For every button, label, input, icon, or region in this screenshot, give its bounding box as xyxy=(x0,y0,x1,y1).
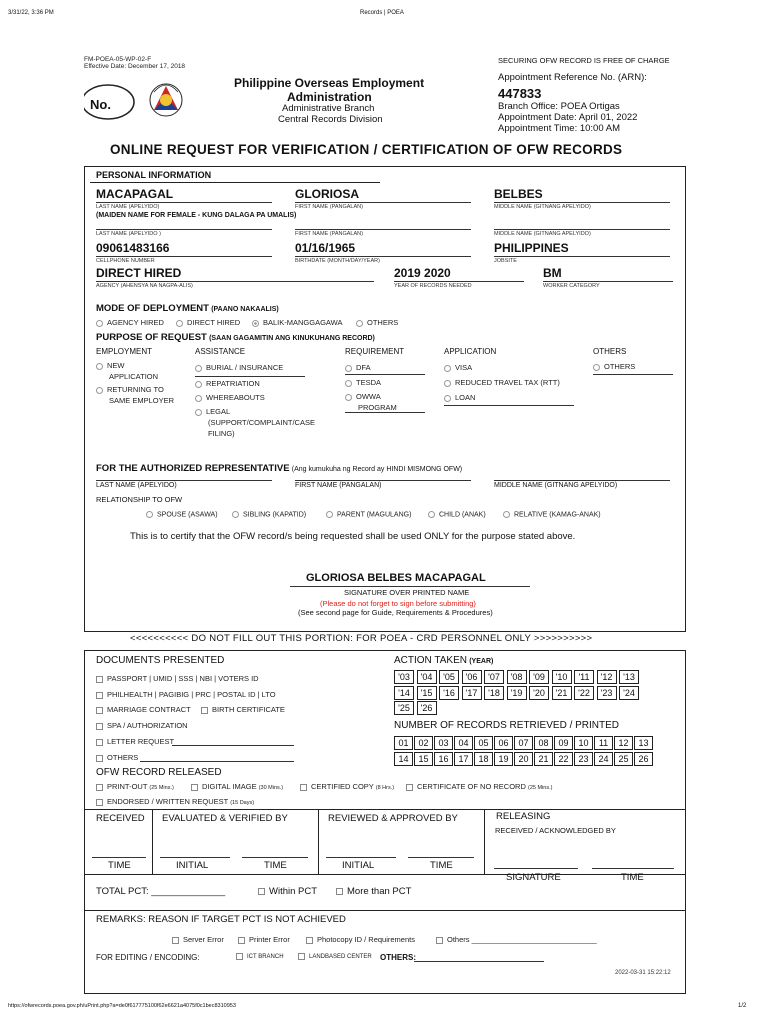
action-year-13[interactable]: '13 xyxy=(619,670,639,684)
deployment-others[interactable]: OTHERS xyxy=(356,318,398,327)
action-year-10[interactable]: '10 xyxy=(552,670,572,684)
records-count-15[interactable]: 15 xyxy=(414,752,433,766)
requirement-label: REQUIREMENT xyxy=(345,347,405,356)
branch-office: Branch Office: POEA Ortigas xyxy=(498,101,620,112)
jobsite-caption: JOBSITE xyxy=(494,258,517,264)
maiden-name-note: (MAIDEN NAME FOR FEMALE - KUNG DALAGA PA UMALIS) xyxy=(96,212,297,219)
remark-printer-error[interactable]: Printer Error xyxy=(238,935,290,944)
deployment-balik-manggagawa[interactable]: BALIK-MANGGAGAWA xyxy=(252,318,342,327)
rep-relationship-label: RELATIONSHIP TO OFW xyxy=(96,495,183,504)
appointment-date: Appointment Date: April 01, 2022 xyxy=(498,112,638,123)
records-count-05[interactable]: 05 xyxy=(474,736,493,750)
maiden-middle-caption: MIDDLE NAME (GITNANG APELYIDO) xyxy=(494,231,591,237)
form-code: FM-POEA-05-WP-02-F xyxy=(84,56,152,63)
assistance-label: ASSISTANCE xyxy=(195,347,246,356)
release-digital[interactable]: DIGITAL IMAGE (30 Mins.) xyxy=(191,782,283,791)
purpose-owwa-line2: PROGRAM xyxy=(358,403,397,412)
first-name-value: GLORIOSA xyxy=(295,187,360,201)
editing-landbased[interactable]: LANDBASED CENTER xyxy=(298,953,372,960)
action-year-14[interactable]: '14 xyxy=(394,686,414,700)
first-name-caption: FIRST NAME (PANGALAN) xyxy=(295,204,363,210)
reviewed-time: TIME xyxy=(430,860,453,871)
print-datetime: 3/31/22, 3:36 PM xyxy=(8,10,54,16)
purpose-rtt[interactable]: REDUCED TRAVEL TAX (RTT) xyxy=(444,378,560,387)
purpose-tesda[interactable]: TESDA xyxy=(345,378,381,387)
form-effective-date: Effective Date: December 17, 2018 xyxy=(84,63,186,70)
action-year-23[interactable]: '23 xyxy=(597,686,617,700)
remarks-heading: REMARKS: REASON IF TARGET PCT IS NOT ACHIEVED xyxy=(96,914,346,925)
within-pct[interactable]: Within PCT xyxy=(258,886,317,897)
worker-category-value: BM xyxy=(543,266,562,280)
years-value: 2019 2020 xyxy=(394,266,451,280)
signature-guide: (See second page for Guide, Requirements & Procedures) xyxy=(298,608,493,617)
editing-others: OTHERS: xyxy=(380,953,416,962)
staff-only-divider: <<<<<<<<<< DO NOT FILL OUT THIS PORTION: FOR POEA - CRD PERSONNEL ONLY >>>>>>>>>> xyxy=(130,633,593,644)
rel-relative[interactable]: RELATIVE (KAMAG-ANAK) xyxy=(503,511,601,518)
records-count-04[interactable]: 04 xyxy=(454,736,473,750)
received-column: RECEIVED xyxy=(96,813,145,824)
free-of-charge-notice: SECURING OFW RECORD IS FREE OF CHARGE xyxy=(498,56,670,65)
releasing-time: TIME xyxy=(621,872,644,883)
purpose-legal-line2: (SUPPORT/COMPLAINT/CASE xyxy=(208,418,315,427)
last-name-caption: LAST NAME (APELYIDO) xyxy=(96,204,160,210)
doc-letter[interactable]: LETTER REQUEST xyxy=(96,737,174,746)
records-count-11[interactable]: 11 xyxy=(594,736,613,750)
print-page-title: Records | POEA xyxy=(360,10,404,16)
action-year-09[interactable]: '09 xyxy=(529,670,549,684)
form-title: ONLINE REQUEST FOR VERIFICATION / CERTIFICATION OF OFW RECORDS xyxy=(110,142,623,157)
deployment-heading: MODE OF DEPLOYMENT (PAANO NAKAALIS) xyxy=(96,303,279,314)
action-year-04[interactable]: '04 xyxy=(417,670,437,684)
records-count-23[interactable]: 23 xyxy=(574,752,593,766)
release-endorsed[interactable]: ENDORSED / WRITTEN REQUEST (15 Days) xyxy=(96,797,254,806)
remark-others[interactable]: Others ______________________________ xyxy=(436,935,597,944)
purpose-dfa[interactable]: DFA xyxy=(345,363,371,372)
action-year-20[interactable]: '20 xyxy=(529,686,549,700)
action-year-05[interactable]: '05 xyxy=(439,670,459,684)
action-year-18[interactable]: '18 xyxy=(484,686,504,700)
appointment-time: Appointment Time: 10:00 AM xyxy=(498,123,620,134)
records-count-24[interactable]: 24 xyxy=(594,752,613,766)
records-count-12[interactable]: 12 xyxy=(614,736,633,750)
jobsite-value: PHILIPPINES xyxy=(494,241,569,255)
more-than-pct[interactable]: More than PCT xyxy=(336,886,411,897)
action-year-25[interactable]: '25 xyxy=(394,701,414,715)
certification-statement: This is to certify that the OFW record/s being requested shall be used ONLY for the purpose stated above. xyxy=(130,531,576,542)
purpose-others[interactable]: OTHERS xyxy=(593,362,635,371)
birthdate-value: 01/16/1965 xyxy=(295,241,356,255)
purpose-loan[interactable]: LOAN xyxy=(444,393,475,402)
application-label: APPLICATION xyxy=(444,347,497,356)
records-count-17[interactable]: 17 xyxy=(454,752,473,766)
rep-first-caption: FIRST NAME (PANGALAN) xyxy=(295,482,382,489)
action-year-03[interactable]: '03 xyxy=(394,670,414,684)
arn-value: 447833 xyxy=(498,86,542,101)
others-label: OTHERS xyxy=(593,347,627,356)
agency-name-line1: Philippine Overseas Employment xyxy=(234,76,425,90)
rel-spouse[interactable]: SPOUSE (ASAWA) xyxy=(146,511,218,518)
doc-marriage[interactable]: MARRIAGE CONTRACT xyxy=(96,705,191,714)
deployment-direct-hired[interactable]: DIRECT HIRED xyxy=(176,318,240,327)
records-count-08[interactable]: 08 xyxy=(534,736,553,750)
action-year-12[interactable]: '12 xyxy=(597,670,617,684)
applicant-section xyxy=(84,166,686,632)
release-no-record[interactable]: CERTIFICATE OF NO RECORD (25 Mins.) xyxy=(406,782,552,791)
action-year-24[interactable]: '24 xyxy=(619,686,639,700)
received-time: TIME xyxy=(108,860,131,871)
agency-branch: Administrative Branch xyxy=(282,103,375,114)
agency-division: Central Records Division xyxy=(278,114,383,125)
records-count-09[interactable]: 09 xyxy=(554,736,573,750)
action-year-19[interactable]: '19 xyxy=(507,686,527,700)
received-ack-label: RECEIVED / ACKNOWLEDGED BY xyxy=(495,826,616,835)
agency-caption: AGENCY (AHENSYA NA NAGPA-ALIS) xyxy=(96,283,193,289)
form-number-label: No. xyxy=(90,97,111,112)
editing-ict[interactable]: ICT BRANCH xyxy=(236,953,284,960)
purpose-returning-line2: SAME EMPLOYER xyxy=(109,396,175,405)
records-count-19[interactable]: 19 xyxy=(494,752,513,766)
evaluated-time: TIME xyxy=(264,860,287,871)
action-heading: ACTION TAKEN (YEAR) xyxy=(394,655,494,666)
release-printout[interactable]: PRINT-OUT (25 Mins.) xyxy=(96,782,174,791)
arn-label: Appointment Reference No. (ARN): xyxy=(498,72,647,83)
doc-others[interactable]: OTHERS xyxy=(96,753,138,762)
remark-server-error[interactable]: Server Error xyxy=(172,935,224,944)
rep-last-caption: LAST NAME (APELYIDO) xyxy=(96,482,177,489)
total-pct: TOTAL PCT: ______________ xyxy=(96,886,226,897)
purpose-legal-line3: FILING) xyxy=(208,429,235,438)
records-count-20[interactable]: 20 xyxy=(514,752,533,766)
records-count-03[interactable]: 03 xyxy=(434,736,453,750)
records-count-02[interactable]: 02 xyxy=(414,736,433,750)
employment-label: EMPLOYMENT xyxy=(96,347,153,356)
purpose-returning[interactable]: RETURNING TO xyxy=(96,385,164,394)
maiden-first-caption: FIRST NAME (PANGALAN) xyxy=(295,231,363,237)
records-count-21[interactable]: 21 xyxy=(534,752,553,766)
records-count-16[interactable]: 16 xyxy=(434,752,453,766)
evaluated-column: EVALUATED & VERIFIED BY xyxy=(162,813,288,824)
signatory-name: GLORIOSA BELBES MACAPAGAL xyxy=(306,572,486,584)
maiden-last-caption: LAST NAME (APELYIDO ) xyxy=(96,231,161,237)
action-year-06[interactable]: '06 xyxy=(462,670,482,684)
evaluated-initial: INITIAL xyxy=(176,860,209,871)
rep-heading: FOR THE AUTHORIZED REPRESENTATIVE (Ang kumukuha ng Record ay HINDI MISMONG OFW) xyxy=(96,463,463,474)
editing-label: FOR EDITING / ENCODING: xyxy=(96,953,200,962)
purpose-owwa[interactable]: OWWA xyxy=(345,392,381,401)
records-count-26[interactable]: 26 xyxy=(634,752,653,766)
agency-name-line2: Administration xyxy=(287,90,372,104)
doc-birth[interactable]: BIRTH CERTIFICATE xyxy=(201,705,285,714)
rel-sibling[interactable]: SIBLING (KAPATID) xyxy=(232,511,306,518)
records-count-01[interactable]: 01 xyxy=(394,736,413,750)
deployment-agency-hired[interactable]: AGENCY HIRED xyxy=(96,318,164,327)
documents-heading: DOCUMENTS PRESENTED xyxy=(96,655,225,666)
doc-ids2[interactable]: PHILHEALTH | PAGIBIG | PRC | POSTAL ID | LTO xyxy=(96,690,276,699)
records-count-07[interactable]: 07 xyxy=(514,736,533,750)
middle-name-value: BELBES xyxy=(494,187,543,201)
purpose-whereabouts[interactable]: WHEREABOUTS xyxy=(195,393,265,402)
action-year-15[interactable]: '15 xyxy=(417,686,437,700)
print-url: https://ofwrecords.poea.gov.ph/uPrint.php?a=de0f617775100f62e6621a4075f0c1bec8310953 xyxy=(8,1003,236,1009)
action-year-08[interactable]: '08 xyxy=(507,670,527,684)
releasing-column: RELEASING xyxy=(496,811,551,822)
worker-category-caption: WORKER CATEGORY xyxy=(543,283,600,289)
purpose-burial-insurance[interactable]: BURIAL / INSURANCE xyxy=(195,363,283,372)
action-year-07[interactable]: '07 xyxy=(484,670,504,684)
doc-spa[interactable]: SPA / AUTHORIZATION xyxy=(96,721,188,730)
agency-value: DIRECT HIRED xyxy=(96,266,182,280)
purpose-new-application[interactable]: NEW xyxy=(96,361,125,370)
action-year-11[interactable]: '11 xyxy=(574,670,594,684)
record-timestamp: 2022-03-31 15:22:12 xyxy=(615,970,671,976)
reviewed-column: REVIEWED & APPROVED BY xyxy=(328,813,458,824)
years-caption: YEAR OF RECORDS NEEDED xyxy=(394,283,472,289)
signature-caption: SIGNATURE OVER PRINTED NAME xyxy=(344,588,470,597)
records-count-25[interactable]: 25 xyxy=(614,752,633,766)
rel-child[interactable]: CHILD (ANAK) xyxy=(428,511,486,518)
action-year-21[interactable]: '21 xyxy=(552,686,572,700)
remark-photocopy[interactable]: Photocopy ID / Requirements xyxy=(306,935,415,944)
personal-info-heading: PERSONAL INFORMATION xyxy=(96,170,212,180)
records-count-14[interactable]: 14 xyxy=(394,752,413,766)
release-certified[interactable]: CERTIFIED COPY (8 Hrs.) xyxy=(300,782,394,791)
action-year-26[interactable]: '26 xyxy=(417,701,437,715)
action-year-16[interactable]: '16 xyxy=(439,686,459,700)
purpose-new-application-line2: APPLICATION xyxy=(109,372,159,381)
cellphone-value: 09061483166 xyxy=(96,241,170,255)
purpose-heading: PURPOSE OF REQUEST (SAAN GAGAMITIN ANG KINUKUHANG RECORD) xyxy=(96,332,375,343)
records-count-18[interactable]: 18 xyxy=(474,752,493,766)
purpose-legal[interactable]: LEGAL xyxy=(195,407,230,416)
purpose-repatriation[interactable]: REPATRIATION xyxy=(195,379,260,388)
action-year-22[interactable]: '22 xyxy=(574,686,594,700)
records-count-10[interactable]: 10 xyxy=(574,736,593,750)
records-count-22[interactable]: 22 xyxy=(554,752,573,766)
last-name-value: MACAPAGAL xyxy=(96,187,174,201)
records-count-13[interactable]: 13 xyxy=(634,736,653,750)
action-year-17[interactable]: '17 xyxy=(462,686,482,700)
birthdate-caption: BIRTHDATE (MONTH/DAY/YEAR) xyxy=(295,258,380,264)
signature-reminder: (Please do not forget to sign before submitting) xyxy=(320,599,476,608)
middle-name-caption: MIDDLE NAME (GITNANG APELYIDO) xyxy=(494,204,591,210)
records-heading: NUMBER OF RECORDS RETRIEVED / PRINTED xyxy=(394,720,620,731)
rep-middle-caption: MIDDLE NAME (GITNANG APELYIDO) xyxy=(494,482,618,489)
purpose-visa[interactable]: VISA xyxy=(444,363,472,372)
releasing-signature: SIGNATURE xyxy=(506,872,561,883)
print-page-number: 1/2 xyxy=(738,1003,747,1009)
records-count-06[interactable]: 06 xyxy=(494,736,513,750)
reviewed-initial: INITIAL xyxy=(342,860,375,871)
cellphone-caption: CELLPHONE NUMBER xyxy=(96,258,155,264)
released-heading: OFW RECORD RELEASED xyxy=(96,767,222,778)
doc-ids[interactable]: PASSPORT | UMID | SSS | NBI | VOTERS ID xyxy=(96,674,259,683)
rel-parent[interactable]: PARENT (MAGULANG) xyxy=(326,511,411,518)
